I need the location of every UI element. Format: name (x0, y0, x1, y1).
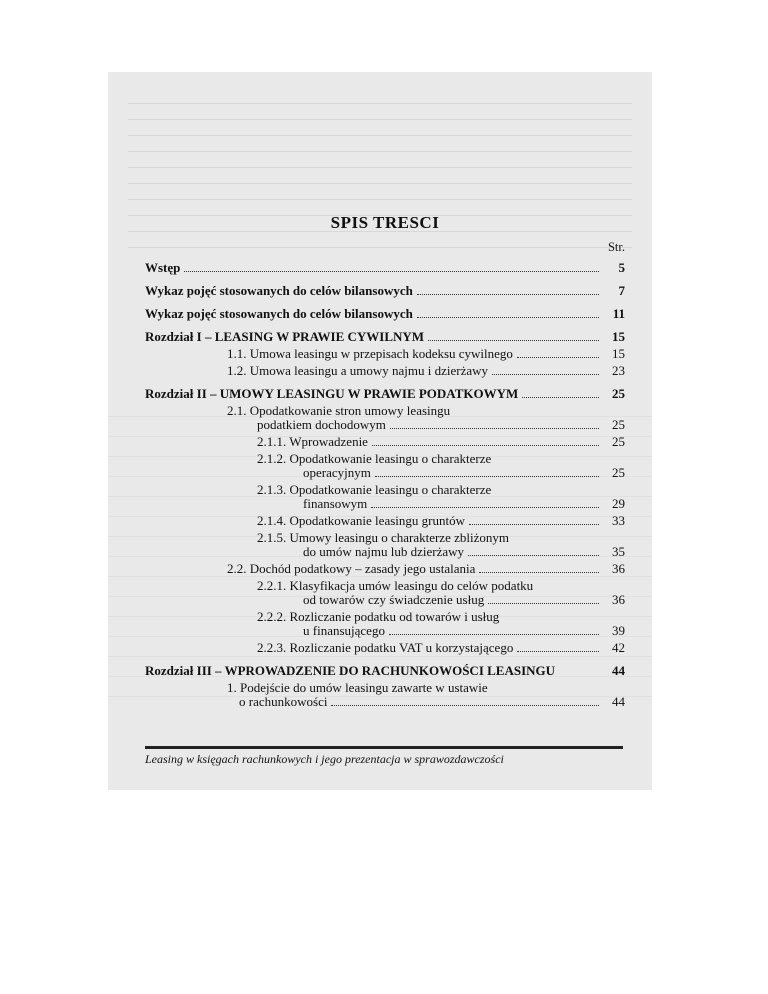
toc-entry: u finansującego 39 (303, 623, 625, 638)
toc-title: SPIS TRESCI (330, 213, 440, 232)
page-column-label: Str. (607, 240, 625, 254)
toc-entry-line1: 2.2.2. Rozliczanie podatku od towarów i usług (257, 609, 500, 624)
toc-entry-line1: 2.1.5. Umowy leasingu o charakterze zbliżonym (257, 530, 509, 545)
toc-entry: 2.2. Dochód podatkowy – zasady jego ustalania 36 (227, 561, 625, 576)
toc-entry: 2.1.1. Wprowadzenie 25 (257, 434, 625, 449)
toc-entry: od towarów czy świadczenie usług 36 (303, 592, 625, 607)
toc-entry: operacyjnym 25 (303, 465, 625, 480)
toc-entry: finansowym 29 (303, 496, 625, 511)
toc-entry: o rachunkowości 44 (239, 694, 625, 709)
toc-entry-line1: 2.1. Opodatkowanie stron umowy leasingu (227, 403, 451, 418)
footer-rule (145, 746, 623, 749)
toc-entry-line1: 1. Podejście do umów leasingu zawarte w ustawie (227, 680, 488, 695)
toc-entry: Wykaz pojęć stosowanych do celów bilansowych 11 (145, 306, 625, 321)
toc-entry: podatkiem dochodowym 25 (257, 417, 625, 432)
toc-entry: 2.1.4. Opodatkowanie leasingu gruntów 33 (257, 513, 625, 528)
toc-entry: 1.1. Umowa leasingu w przepisach kodeksu cywilnego 15 (227, 346, 625, 361)
table-of-contents (145, 213, 625, 712)
toc-chapter: Rozdział I – LEASING W PRAWIE CYWILNYM 15 (145, 329, 625, 344)
toc-entry-line1: 2.1.3. Opodatkowanie leasingu o charakterze (257, 482, 492, 497)
toc-chapter: Rozdział II – UMOWY LEASINGU W PRAWIE PODATKOWYM 25 (145, 386, 625, 401)
toc-entry-line1: 2.1.2. Opodatkowanie leasingu o charakterze (257, 451, 492, 466)
running-footer: Leasing w księgach rachunkowych i jego prezentacja w sprawozdawczości (145, 752, 504, 766)
toc-entry: Wykaz pojęć stosowanych do celów bilansowych 7 (145, 283, 625, 298)
toc-chapter: Rozdział III – WPROWADZENIE DO RACHUNKOWOŚCI LEASINGU 44 (145, 663, 625, 678)
toc-entry: Wstęp 5 (145, 260, 625, 275)
toc-entry: do umów najmu lub dzierżawy 35 (303, 544, 625, 559)
toc-entry: 1.2. Umowa leasingu a umowy najmu i dzierżawy 23 (227, 363, 625, 378)
toc-entry-line1: 2.2.1. Klasyfikacja umów leasingu do celów podatku (257, 578, 534, 593)
toc-entry: 2.2.3. Rozliczanie podatku VAT u korzystającego 42 (257, 640, 625, 655)
